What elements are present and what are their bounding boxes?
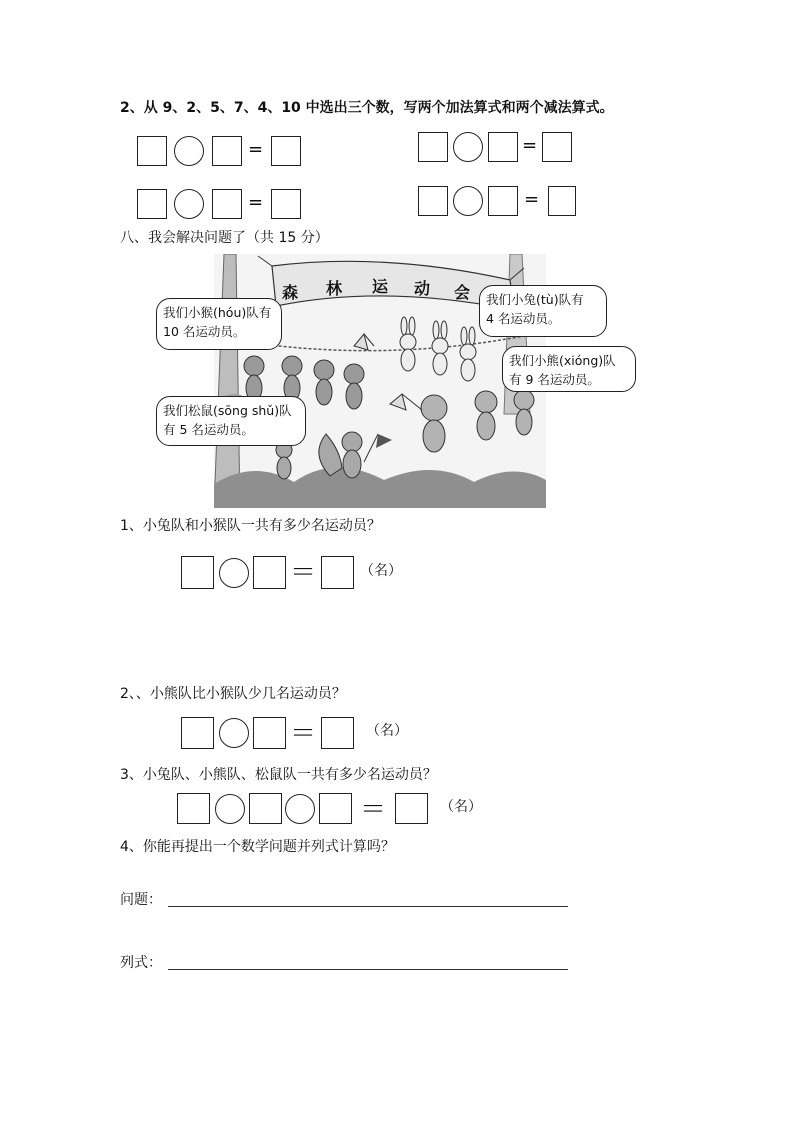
problem-3-question: 3、小兔队、小熊队、松鼠队一共有多少名运动员？ bbox=[120, 767, 437, 783]
answer-box[interactable] bbox=[418, 132, 448, 162]
banner-char: 会 bbox=[454, 283, 472, 302]
answer-box[interactable] bbox=[488, 132, 518, 162]
banner-char: 森 bbox=[282, 283, 300, 302]
equals-sign: ＝ bbox=[290, 558, 317, 588]
answer-box[interactable] bbox=[395, 793, 428, 824]
answer-box[interactable] bbox=[177, 793, 210, 824]
question-answer-line[interactable] bbox=[168, 906, 568, 907]
answer-box[interactable] bbox=[212, 136, 242, 166]
equals-sign: = bbox=[522, 135, 538, 156]
bubble-line: 4 名运动员。 bbox=[486, 311, 561, 326]
operator-circle[interactable] bbox=[215, 794, 245, 824]
answer-box[interactable] bbox=[321, 556, 354, 589]
operator-circle[interactable] bbox=[174, 136, 204, 166]
problem-1-question: 1、小兔队和小猴队一共有多少名运动员？ bbox=[120, 518, 381, 534]
speech-bubble-squirrel bbox=[156, 396, 306, 446]
equals-sign: ＝ bbox=[360, 795, 387, 825]
equals-sign: ＝ bbox=[290, 719, 317, 749]
bubble-line: 10 名运动员。 bbox=[163, 324, 246, 339]
bubble-line: 我们小熊(xióng)队 bbox=[509, 353, 616, 368]
bubble-line: 有 5 名运动员。 bbox=[163, 422, 254, 437]
q2-instruction: 2、从 9、2、5、7、4、10 中选出三个数，写两个加法算式和两个减法算式。 bbox=[120, 100, 614, 116]
answer-box[interactable] bbox=[418, 186, 448, 216]
answer-box[interactable] bbox=[253, 556, 286, 589]
bubble-line: 我们小兔(tù)队有 bbox=[486, 292, 584, 307]
question-label: 问题： bbox=[120, 892, 162, 908]
answer-box[interactable] bbox=[542, 132, 572, 162]
banner-char: 运 bbox=[372, 277, 390, 296]
speech-bubble-monkey bbox=[156, 298, 282, 350]
answer-box[interactable] bbox=[321, 717, 354, 749]
unit-label: （名） bbox=[360, 563, 402, 579]
operator-circle[interactable] bbox=[285, 794, 315, 824]
equation-label: 列式： bbox=[120, 955, 162, 971]
answer-box[interactable] bbox=[271, 189, 301, 219]
unit-label: （名） bbox=[366, 723, 408, 739]
answer-box[interactable] bbox=[249, 793, 282, 824]
answer-box[interactable] bbox=[548, 186, 576, 216]
answer-box[interactable] bbox=[181, 717, 214, 749]
operator-circle[interactable] bbox=[453, 132, 483, 162]
operator-circle[interactable] bbox=[219, 558, 249, 588]
answer-box[interactable] bbox=[181, 556, 214, 589]
equals-sign: = bbox=[248, 139, 264, 160]
section-title: 八、我会解决问题了（共 15 分） bbox=[120, 230, 329, 246]
problem-2-question: 2、、小熊队比小猴队少几名运动员？ bbox=[120, 686, 346, 702]
banner-char: 动 bbox=[414, 279, 432, 298]
answer-box[interactable] bbox=[271, 136, 301, 166]
answer-box[interactable] bbox=[137, 136, 167, 166]
operator-circle[interactable] bbox=[174, 189, 204, 219]
banner-char: 林 bbox=[326, 279, 344, 298]
speech-bubble-bear bbox=[502, 346, 636, 392]
equals-sign: = bbox=[248, 192, 264, 213]
answer-box[interactable] bbox=[488, 186, 518, 216]
bubble-line: 我们松鼠(sōng shǔ)队 bbox=[163, 403, 292, 418]
unit-label: （名） bbox=[440, 799, 482, 815]
answer-box[interactable] bbox=[253, 717, 286, 749]
answer-box[interactable] bbox=[212, 189, 242, 219]
operator-circle[interactable] bbox=[453, 186, 483, 216]
answer-box[interactable] bbox=[319, 793, 352, 824]
operator-circle[interactable] bbox=[219, 718, 249, 748]
equation-answer-line[interactable] bbox=[168, 969, 568, 970]
answer-box[interactable] bbox=[137, 189, 167, 219]
problem-4-question: 4、你能再提出一个数学问题并列式计算吗？ bbox=[120, 839, 395, 855]
speech-bubble-rabbit bbox=[479, 285, 607, 337]
bubble-line: 我们小猴(hóu)队有 bbox=[163, 305, 272, 320]
equals-sign: = bbox=[524, 189, 540, 210]
bubble-line: 有 9 名运动员。 bbox=[509, 372, 600, 387]
